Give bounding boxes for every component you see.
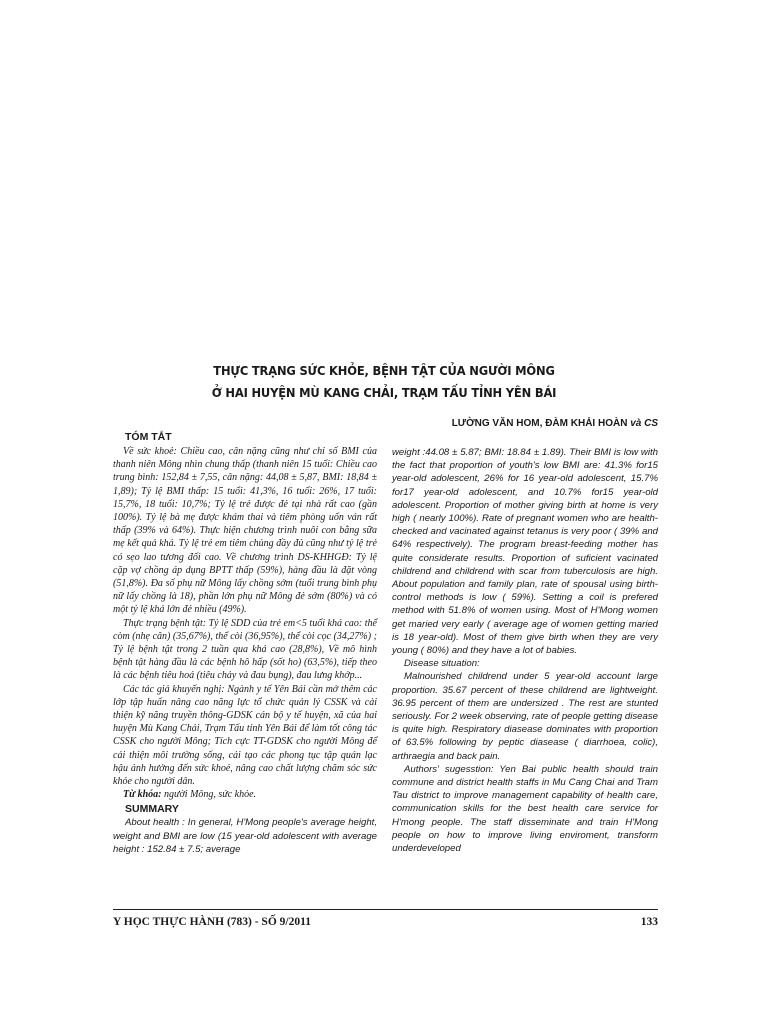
summary-paragraph: About health : In general, H'Mong people's average height, weight and BMI are low (15 year-old adolescent with average height : 152.84 ± 7.5; average	[113, 817, 377, 855]
footer-divider	[113, 909, 658, 910]
summary-subheading: Disease situation:	[404, 658, 480, 670]
right-column	[392, 446, 658, 855]
journal-footer: Y HỌC THỰC HÀNH (783) - SỐ 9/2011	[113, 916, 311, 928]
abstract-vi-heading: TÓM TẮT	[125, 431, 172, 443]
keywords-text: người Mông, sức khỏe.	[161, 789, 257, 801]
author-names: LƯỜNG VĂN HOM, ĐÀM KHẢI HOÀN	[451, 418, 628, 429]
left-column	[113, 430, 377, 856]
abstract-vi-paragraph: Thực trạng bệnh tật: Tỷ lệ SDD của trẻ em<5 tuổi khá cao: thể còm (nhẹ cân) (35,67%), thể còi (36,95%), thể còi cọc (34,27%) ; Tỷ lệ bệnh tật trong 2 tuần qua khá cao (28,8%), Về mô hình bệnh tật hàng đầu là các bệnh hô hấp (sốt ho) (63,5%), tiếp theo là các bệnh tiêu hoá (tiêu chảy và đau bụng), đau lưng khớp...	[113, 617, 377, 682]
summary-heading: SUMMARY	[125, 803, 179, 816]
abstract-vi-paragraph: Về sức khoẻ: Chiều cao, cân nặng cũng như chỉ số BMI của thanh niên Mông nhìn chung thấp (thanh niên 15 tuổi: Chiều cao trung bình: 152,84 ± 7,55, cân nặng: 44,08 ± 5,87, BMI: 18,84 ± 1,89); Tỷ lệ BMI thấp: 15 tuổi: 41,3%, 16 tuổi: 26%, 17 tuổi: 15,7%, 18 tuổi: 10,7%; Tỷ lệ trẻ được đẻ tại nhà rất cao (gần 100%). Tỷ lệ bà mẹ được khám thai và tiêm phòng uốn ván rất thấp (39% và 64%). Thực hiện chương trình nuôi con bằng sữa mẹ kết quả khá. Tỷ lệ trẻ em tiêm chủng đầy đủ cũng như tỷ lệ trẻ có sẹo lao tương đối cao. Về chương trình DS-KHHGĐ: Tỷ lệ cặp vợ chồng áp dụng BPTT thấp (59%), hàng đầu là đặt vòng (51,8%). Đa số phụ nữ Mông lấy chồng sớm (tuổi trung bình phụ nữ lấy chồng là 18), phần lớn phụ nữ Mông đẻ sớm (80%) và có một tỷ lệ khá lớn đẻ nhiều (49%).	[113, 446, 377, 616]
page-number: 133	[640, 916, 658, 928]
abstract-vi-paragraph: Các tác giả khuyến nghị: Ngành y tế Yên Bái cần mở thêm các lớp tập huấn nâng cao năng lực tổ chức quản lý CSSK và cải thiện kỹ năng truyền thông-GDSK cán bộ y tế huyện, xã của hai huyện Mù Kang Chải, Trạm Tấu tỉnh Yên Bái để làm tốt công tác CSSK cho người Mông; Tích cực TT-GDSK cho người Mông để cải thiện môi trường sống, cải tạo các phong tục tập quán lạc hậu ảnh hưởng đến sức khoẻ, nâng cao chất lượng chăm sóc sức khỏe cho người dân.	[113, 683, 377, 788]
summary-paragraph: Authors' sugesstion: Yen Bai public health should train commune and district health staffs in Mu Cang Chai and Tram Tau district to improve management capability of health care, communication skills for the best health care service for H'mong people. The staff disseminate and train H'Mong people on how to improve living enviroment, transform underdeveloped	[392, 763, 658, 855]
author-line	[452, 418, 658, 429]
summary-paragraph: Malnourished childrend under 5 year-old account large proportion. 35.67 percent of these childrend are lightweight. 36.95 percent of them are undersized . The rest are stunted seriously. For 2 week observing, rate of people getting disease is quite high. Respiratory diasease dominates with proportion of 63.5% following by peptic diasease ( diarrhoea, colic), arthraegia and back pain.	[392, 671, 658, 762]
summary-paragraph-continued: weight :44.08 ± 5.87; BMI: 18.84 ± 1.89). Their BMI is low with the fact that proportion of youth's low BMI are: 41.3% for15 year-old adolescent, 26% for 16 year-old adolescent, 15.7% for17 year-old adolescent, and 10.7% for15 year-old adolescent. Proportion of mother giving birth at home is very high ( nearly 100%). Rate of pregnant women who are health-checked and vacinated against tetanus is very poor ( 39% and 64% respectively). The program breast-feeding mother has quite considerate results. Proportion of suficient vacinated childrend and childrend with scar from tuberculosis are high. About population and family plan, rate of spousal using birth-control methods is low ( 59%). Setting a coil is prefered method with 51.8% of women using. Most of H'Mong women get maried very early ( average age of women getting maried is 18 year-old). Most of them give birth when they are very young ( 80%) and they have a lot of babies.	[392, 447, 658, 657]
keywords	[113, 788, 377, 801]
keywords-label: Từ khóa:	[123, 789, 162, 801]
article-title-line-2: Ở HAI HUYỆN MÙ KANG CHẢI, TRẠM TẤU TỈNH YÊN BÁI	[211, 385, 557, 400]
author-suffix: và CS	[630, 418, 658, 429]
article-title-line-1: THỰC TRẠNG SỨC KHỎE, BỆNH TẬT CỦA NGƯỜI MÔNG	[213, 363, 555, 378]
